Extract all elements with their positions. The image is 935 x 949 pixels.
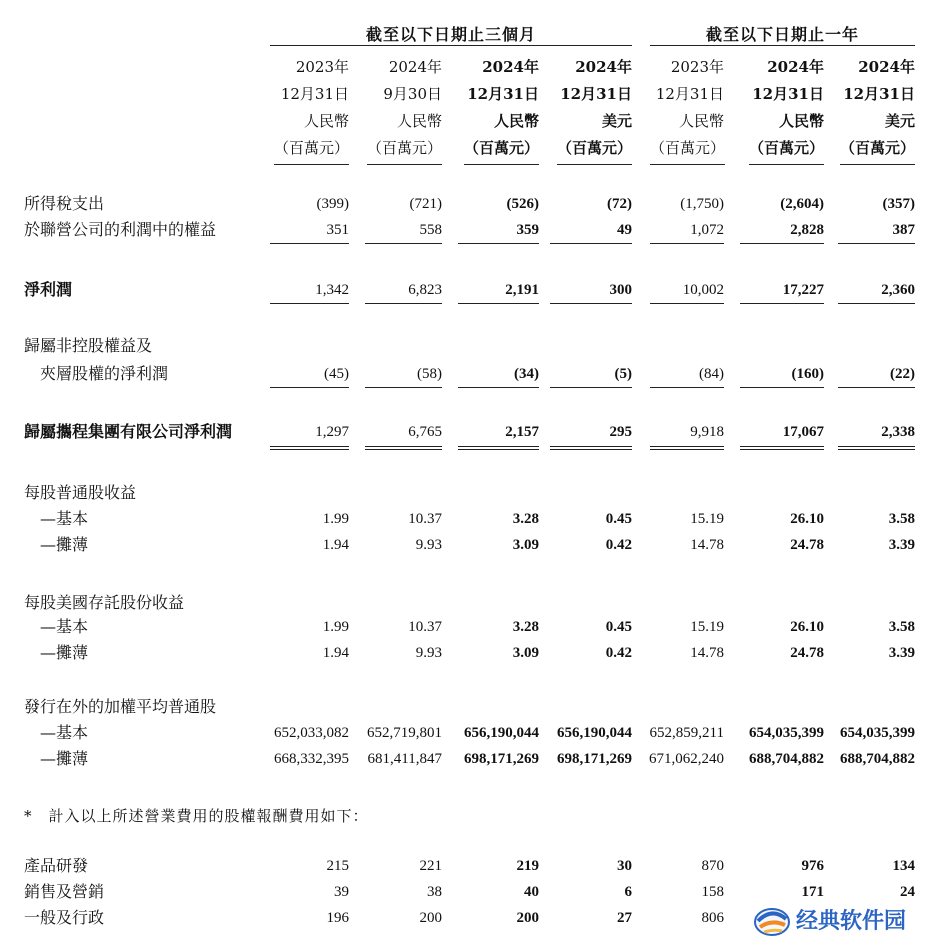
- table-row-nci: [0, 361, 935, 387]
- column-header-currency: 人民幣: [778, 112, 824, 130]
- table-row-attrib: [0, 419, 935, 445]
- table-cell: 24: [900, 884, 915, 900]
- row-label: 產品研發: [24, 856, 89, 875]
- table-cell: 681,411,847: [367, 751, 442, 767]
- table-cell: 387: [892, 222, 915, 238]
- row-label: 發行在外的加權平均普通股: [24, 697, 217, 716]
- table-cell: 3.58: [888, 511, 915, 527]
- table-cell: 3.28: [512, 619, 539, 635]
- row-label: 歸屬攜程集團有限公司淨利潤: [24, 422, 233, 441]
- underline: [740, 243, 824, 244]
- row-label: 歸屬非控股權益及: [24, 336, 153, 355]
- column-header-unit: [270, 135, 349, 165]
- table-row-shares_basic: [0, 720, 935, 746]
- table-cell: (160): [791, 366, 824, 382]
- column-header-date: 9月30日: [383, 85, 442, 103]
- table-cell: 3.09: [512, 645, 539, 661]
- table-cell: 24.78: [790, 645, 824, 661]
- table-cell: 40: [524, 884, 539, 900]
- table-cell: 6,823: [408, 282, 442, 298]
- row-label: 於聯營公司的利潤中的權益: [24, 220, 217, 239]
- column-header: [740, 54, 824, 165]
- table-cell: 3.39: [888, 537, 915, 553]
- row-label: 每股美國存託股份收益: [24, 593, 185, 612]
- table-cell: 3.39: [888, 645, 915, 661]
- table-cell: 656,190,044: [557, 725, 632, 741]
- table-cell: 171: [801, 884, 824, 900]
- table-row-eps_head: [0, 480, 935, 506]
- group-header-one-year: 截至以下日期止一年: [705, 25, 859, 44]
- table-cell: 1.99: [322, 619, 349, 635]
- table-cell: 2,828: [790, 222, 824, 238]
- table-cell: (399): [316, 196, 349, 212]
- table-cell: 698,171,269: [464, 751, 539, 767]
- table-cell: 215: [326, 858, 349, 874]
- underline: [365, 243, 442, 244]
- table-cell: 9.93: [415, 645, 442, 661]
- table-cell: (72): [607, 196, 632, 212]
- table-row-ads_head: [0, 590, 935, 616]
- column-header-year: 2024年: [575, 58, 632, 76]
- column-header-unit-text: （百萬元）: [557, 135, 632, 165]
- underline: [650, 387, 724, 388]
- column-header-unit-text: （百萬元）: [749, 135, 824, 165]
- column-header-date: 12月31日: [655, 85, 724, 103]
- table-cell: 30: [617, 858, 632, 874]
- row-label: —基本: [40, 723, 89, 742]
- underline: [740, 303, 824, 304]
- table-cell: 27: [617, 910, 632, 926]
- table-cell: 15.19: [690, 511, 724, 527]
- table-cell: 9.93: [415, 537, 442, 553]
- column-header-currency: 美元: [601, 112, 632, 130]
- row-label: —基本: [40, 509, 89, 528]
- table-cell: 26.10: [790, 511, 824, 527]
- column-header-date: 12月31日: [752, 85, 824, 103]
- table-cell: 17,067: [782, 424, 824, 440]
- watermark: [752, 897, 932, 945]
- table-cell: 2,157: [505, 424, 539, 440]
- table-cell: 0.45: [605, 511, 632, 527]
- table-cell: 219: [516, 858, 539, 874]
- table-cell: 3.09: [512, 537, 539, 553]
- table-cell: 688,704,882: [749, 751, 824, 767]
- table-row-tax: [0, 191, 935, 217]
- table-cell: 2,338: [881, 424, 915, 440]
- table-cell: 652,719,801: [367, 725, 442, 741]
- column-header-year: 2024年: [858, 58, 915, 76]
- column-header-unit: [365, 135, 442, 165]
- table-cell: 1.94: [322, 645, 349, 661]
- underline: [365, 387, 442, 388]
- underline: [270, 387, 349, 388]
- table-cell: 870: [701, 858, 724, 874]
- table-cell: 300: [609, 282, 632, 298]
- column-header: [365, 54, 442, 165]
- table-cell: 698,171,269: [557, 751, 632, 767]
- table-cell: 158: [701, 884, 724, 900]
- table-cell: 1,072: [690, 222, 724, 238]
- column-header-unit: [838, 135, 915, 165]
- table-cell: 17,227: [782, 282, 824, 298]
- table-cell: (721): [409, 196, 442, 212]
- table-cell: (5): [614, 366, 632, 382]
- table-cell: 14.78: [690, 537, 724, 553]
- table-cell: 654,035,399: [749, 725, 824, 741]
- column-header-unit-text: （百萬元）: [367, 135, 442, 165]
- underline: [838, 303, 915, 304]
- table-cell: 656,190,044: [464, 725, 539, 741]
- column-header-year: 2023年: [295, 58, 349, 76]
- column-header-currency: 人民幣: [396, 112, 442, 130]
- row-label: —攤薄: [40, 749, 89, 768]
- table-cell: (22): [890, 366, 915, 382]
- table-cell: 1.99: [322, 511, 349, 527]
- row-label: 所得稅支出: [24, 194, 105, 213]
- table-row-shares_diluted: [0, 746, 935, 772]
- table-cell: 14.78: [690, 645, 724, 661]
- group-header-one-year-rule: [650, 45, 915, 46]
- row-label: 夾層股權的淨利潤: [40, 364, 169, 383]
- table-cell: 38: [427, 884, 442, 900]
- table-cell: 0.42: [605, 645, 632, 661]
- underline: [650, 243, 724, 244]
- column-header-date: 12月31日: [467, 85, 539, 103]
- table-row-rd: [0, 853, 935, 879]
- column-header: [270, 54, 349, 165]
- table-cell: 10.37: [408, 511, 442, 527]
- footnote-share-based-compensation: * 計入以上所述營業費用的股權報酬費用如下：: [24, 807, 369, 825]
- table-cell: (34): [514, 366, 539, 382]
- table-cell: 39: [334, 884, 349, 900]
- column-header-currency: 人民幣: [303, 112, 349, 130]
- column-header-currency: 美元: [884, 112, 915, 130]
- table-cell: 558: [419, 222, 442, 238]
- underline: [458, 303, 539, 304]
- watermark-text: 经典软件园: [796, 909, 907, 934]
- row-label: 一般及行政: [24, 908, 105, 927]
- table-cell: (526): [506, 196, 539, 212]
- underline: [550, 387, 632, 388]
- table-cell: 359: [516, 222, 539, 238]
- table-cell: 10,002: [682, 282, 724, 298]
- table-cell: 0.42: [605, 537, 632, 553]
- column-header-year: 2024年: [767, 58, 824, 76]
- table-cell: (1,750): [680, 196, 724, 212]
- column-header-unit: [550, 135, 632, 165]
- row-label: —基本: [40, 617, 89, 636]
- table-cell: 652,033,082: [274, 725, 349, 741]
- table-row-net: [0, 277, 935, 303]
- table-cell: (84): [699, 366, 724, 382]
- underline: [740, 387, 824, 388]
- table-cell: 1.94: [322, 537, 349, 553]
- underline: [458, 387, 539, 388]
- table-cell: 26.10: [790, 619, 824, 635]
- column-header-currency: 人民幣: [678, 112, 724, 130]
- table-cell: 668,332,395: [274, 751, 349, 767]
- table-cell: 1,297: [315, 424, 349, 440]
- table-row-shares_head: [0, 694, 935, 720]
- column-header-unit: [458, 135, 539, 165]
- double-underline: [838, 446, 915, 450]
- table-cell: (357): [882, 196, 915, 212]
- table-cell: 6,765: [408, 424, 442, 440]
- table-row-ads_diluted: [0, 640, 935, 666]
- group-header-three-months-rule: [270, 45, 632, 46]
- table-cell: 24.78: [790, 537, 824, 553]
- column-header: [550, 54, 632, 165]
- underline: [550, 243, 632, 244]
- table-cell: 654,035,399: [840, 725, 915, 741]
- table-cell: (58): [417, 366, 442, 382]
- column-header-unit-text: （百萬元）: [274, 135, 349, 165]
- column-header-year: 2024年: [482, 58, 539, 76]
- table-cell: 15.19: [690, 619, 724, 635]
- table-cell: (45): [324, 366, 349, 382]
- table-cell: 0.45: [605, 619, 632, 635]
- table-cell: 6: [624, 884, 632, 900]
- row-label: 銷售及營銷: [24, 882, 105, 901]
- table-cell: 976: [801, 858, 824, 874]
- column-header-date: 12月31日: [843, 85, 915, 103]
- double-underline: [740, 446, 824, 450]
- table-cell: 134: [892, 858, 915, 874]
- underline: [650, 303, 724, 304]
- table-cell: 2,360: [881, 282, 915, 298]
- table-cell: 3.58: [888, 619, 915, 635]
- table-cell: 221: [419, 858, 442, 874]
- table-cell: 806: [701, 910, 724, 926]
- column-header-date: 12月31日: [560, 85, 632, 103]
- column-header-currency: 人民幣: [493, 112, 539, 130]
- row-label: 每股普通股收益: [24, 483, 137, 502]
- table-row-ads_basic: [0, 614, 935, 640]
- underline: [550, 303, 632, 304]
- table-cell: 3.28: [512, 511, 539, 527]
- group-header-three-months: 截至以下日期止三個月: [365, 25, 536, 44]
- table-cell: 652,859,211: [649, 725, 724, 741]
- table-cell: (2,604): [780, 196, 824, 212]
- row-label: —攤薄: [40, 643, 89, 662]
- column-header: [838, 54, 915, 165]
- table-cell: 9,918: [690, 424, 724, 440]
- table-cell: 196: [326, 910, 349, 926]
- column-header-unit: [650, 135, 724, 165]
- table-cell: 295: [609, 424, 632, 440]
- watermark-logo-icon: [752, 899, 792, 939]
- table-row-eps_basic: [0, 506, 935, 532]
- column-header-unit-text: （百萬元）: [464, 135, 539, 165]
- underline: [458, 243, 539, 244]
- double-underline: [650, 446, 724, 450]
- double-underline: [270, 446, 349, 450]
- double-underline: [550, 446, 632, 450]
- column-header-year: 2024年: [388, 58, 442, 76]
- column-header-date: 12月31日: [280, 85, 349, 103]
- table-cell: 688,704,882: [840, 751, 915, 767]
- table-cell: 2,191: [505, 282, 539, 298]
- table-cell: 200: [419, 910, 442, 926]
- table-row-nci_head: [0, 333, 935, 359]
- table-cell: 671,062,240: [649, 751, 724, 767]
- column-header-unit: [740, 135, 824, 165]
- underline: [270, 243, 349, 244]
- double-underline: [458, 446, 539, 450]
- column-header-unit-text: （百萬元）: [840, 135, 915, 165]
- table-cell: 200: [516, 910, 539, 926]
- table-cell: 49: [617, 222, 632, 238]
- table-cell: 351: [326, 222, 349, 238]
- underline: [838, 243, 915, 244]
- table-cell: 10.37: [408, 619, 442, 635]
- table-cell: 1,342: [315, 282, 349, 298]
- underline: [365, 303, 442, 304]
- column-header: [458, 54, 539, 165]
- column-header-year: 2023年: [670, 58, 724, 76]
- column-header: [650, 54, 724, 165]
- table-row-eps_diluted: [0, 532, 935, 558]
- row-label: —攤薄: [40, 535, 89, 554]
- double-underline: [365, 446, 442, 450]
- column-header-unit-text: （百萬元）: [650, 135, 725, 165]
- row-label: 淨利潤: [24, 280, 73, 299]
- underline: [270, 303, 349, 304]
- table-row-equity: [0, 217, 935, 243]
- underline: [838, 387, 915, 388]
